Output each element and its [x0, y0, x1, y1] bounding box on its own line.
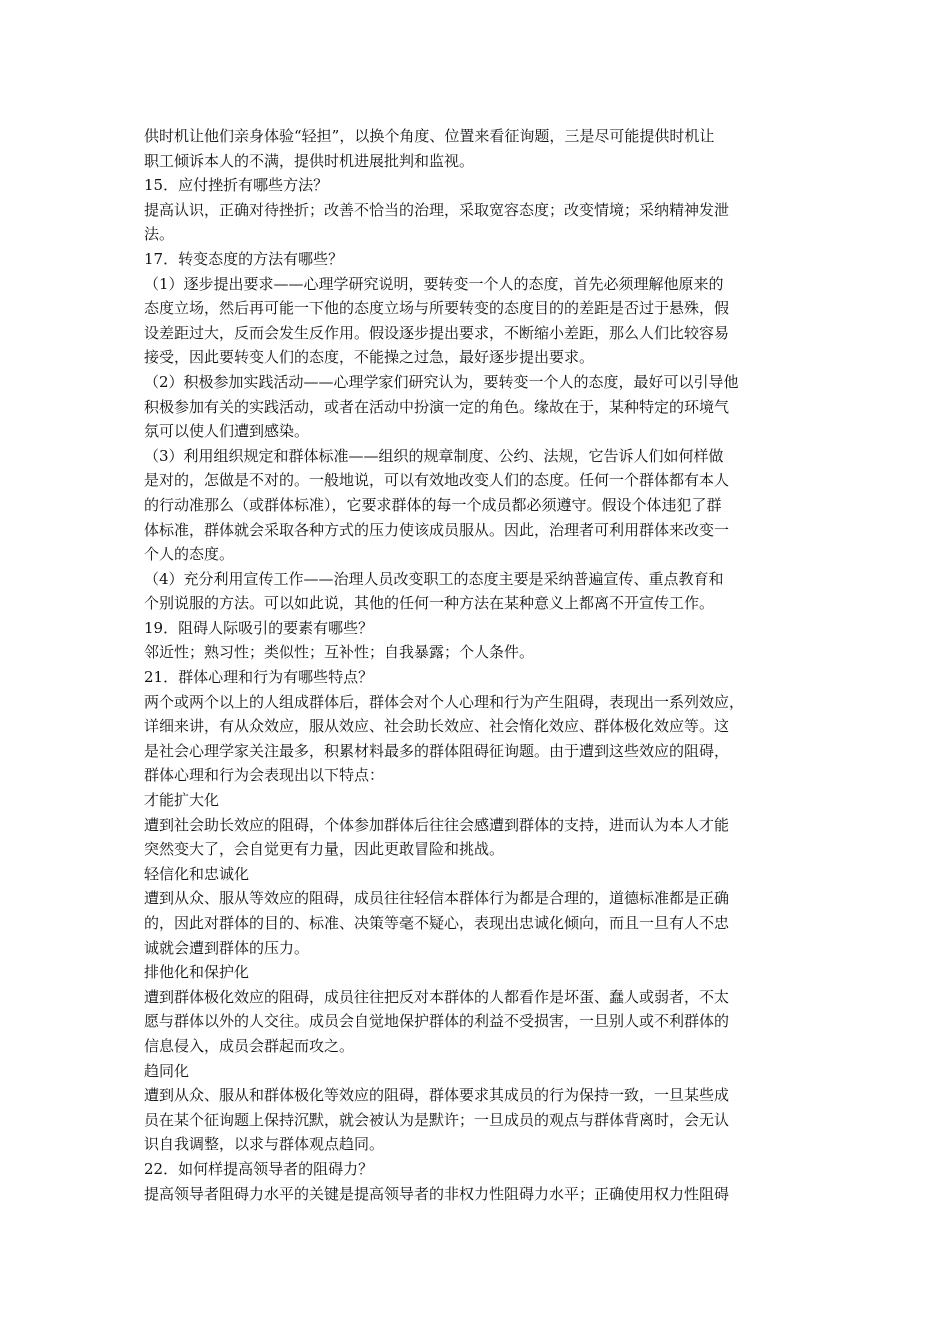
subheading-loyalty: 轻信化和忠诚化 — [144, 864, 250, 883]
question-19: 19．阻碍人际吸引的要素有哪些？ — [144, 618, 374, 637]
document-body — [144, 124, 820, 1206]
answer-17-item-1: （1）逐步提出要求——心理学研究说明，要转变一个人的态度，首先必须理解他原来的 态度立场，然后再可能一下他的态度立场与所要转变的态度目的的差距是否过于悬殊，假 设差距过大，反而会发生反作用。假设逐步提出要求，不断缩小差距，那么人们比较容易 接受，因此要转变人们的态度，不能操之过急，最好逐步提出要求。 — [144, 274, 730, 367]
answer-17-item-4: （4）充分利用宣传工作——治理人员改变职工的态度主要是采纳普遍宣传、重点教育和 个别说服的方法。可以如此说，其他的任何一种方法在某种意义上都离不开宣传工作。 — [144, 569, 724, 613]
answer-17-item-3: （3）利用组织规定和群体标准——组织的规章制度、公约、法规，它告诉人们如何样做 是对的，怎做是不对的。一般地说，可以有效地改变人们的态度。任何一个群体都有本人 的行动准那么（或群体标准），它要求群体的每一个成员都必须遵守。假设个体违犯了群 体标准，群体就会采取各种方式的压力使该成员服从。因此，治理者可利用群体来改变一 个人的态度。 — [144, 446, 730, 564]
answer-21-exclusion: 遭到群体极化效应的阻碍，成员往往把反对本群体的人都看作是坏蛋、蠢人或弱者，不太 愿与群体以外的人交往。成员会自觉地保护群体的利益不受损害，一旦别人或不利群体的 信息侵入，成员会群起而攻之。 — [144, 987, 730, 1055]
subheading-exclusion: 排他化和保护化 — [144, 963, 250, 982]
answer-17-item-2: （2）积极参加实践活动——心理学家们研究认为，要转变一个人的态度，最好可以引导他 积极参加有关的实践活动，或者在活动中扮演一定的角色。缘故在于，某种特定的环境气 氛可以使人们遭到感染。 — [144, 372, 739, 441]
answer-19: 邻近性；熟习性；类似性；互补性；自我暴露；个人条件。 — [144, 643, 535, 662]
question-17: 17．转变态度的方法有哪些？ — [144, 249, 344, 268]
answer-21-intro: 两个或两个以上的人组成群体后，群体会对个人心理和行为产生阻碍，表现出一系列效应， 详细来讲，有从众效应，服从效应、社会助长效应、社会惰化效应、群体极化效应等。这 是社会心理学家关注最多，积累材料最多的群体阻碍征询题。由于遭到这些效应的阻碍， 群体心理和行为会表现出以下特点： — [144, 692, 745, 785]
question-15: 15．应付挫折有哪些方法？ — [144, 176, 329, 195]
subheading-conformity: 趋同化 — [144, 1061, 190, 1080]
paragraph-continuation: 供时机让他们亲身体验“轻担”，以换个角度、位置来看征询题，三是尽可能提供时机让 职工倾诉本人的不满，提供时机进展批判和监视。 — [144, 127, 715, 170]
answer-21-ability: 遭到社会助长效应的阻碍，个体参加群体后往往会感遭到群体的支持，进而认为本人才能 突然变大了，会自觉更有力量，因此更敢冒险和挑战。 — [144, 815, 730, 859]
answer-21-conformity: 遭到从众、服从和群体极化等效应的阻碍，群体要求其成员的行为保持一致，一旦某些成 员在某个征询题上保持沉默，就会被认为是默许；一旦成员的观点与群体背离时，会无认 识自我调整，以求与群体观点趋同。 — [144, 1086, 730, 1154]
question-21: 21．群体心理和行为有哪些特点？ — [144, 668, 374, 687]
answer-21-loyalty: 遭到从众、服从等效应的阻碍，成员往往轻信本群体行为都是合理的，道德标准都是正确 的，因此对群体的目的、标准、决策等毫不疑心，表现出忠诚化倾向，而且一旦有人不忠 诚就会遭到群体的压力。 — [144, 889, 730, 957]
answer-15: 提高认识，正确对待挫折；改善不恰当的治理，采取宽容态度；改变情境；采纳精神发泄 法。 — [144, 200, 730, 244]
answer-22: 提高领导者阻碍力水平的关键是提高领导者的非权力性阻碍力水平；正确使用权力性阻碍 — [144, 1184, 730, 1203]
subheading-ability: 才能扩大化 — [144, 791, 220, 810]
question-22: 22．如何样提高领导者的阻碍力？ — [144, 1159, 374, 1178]
